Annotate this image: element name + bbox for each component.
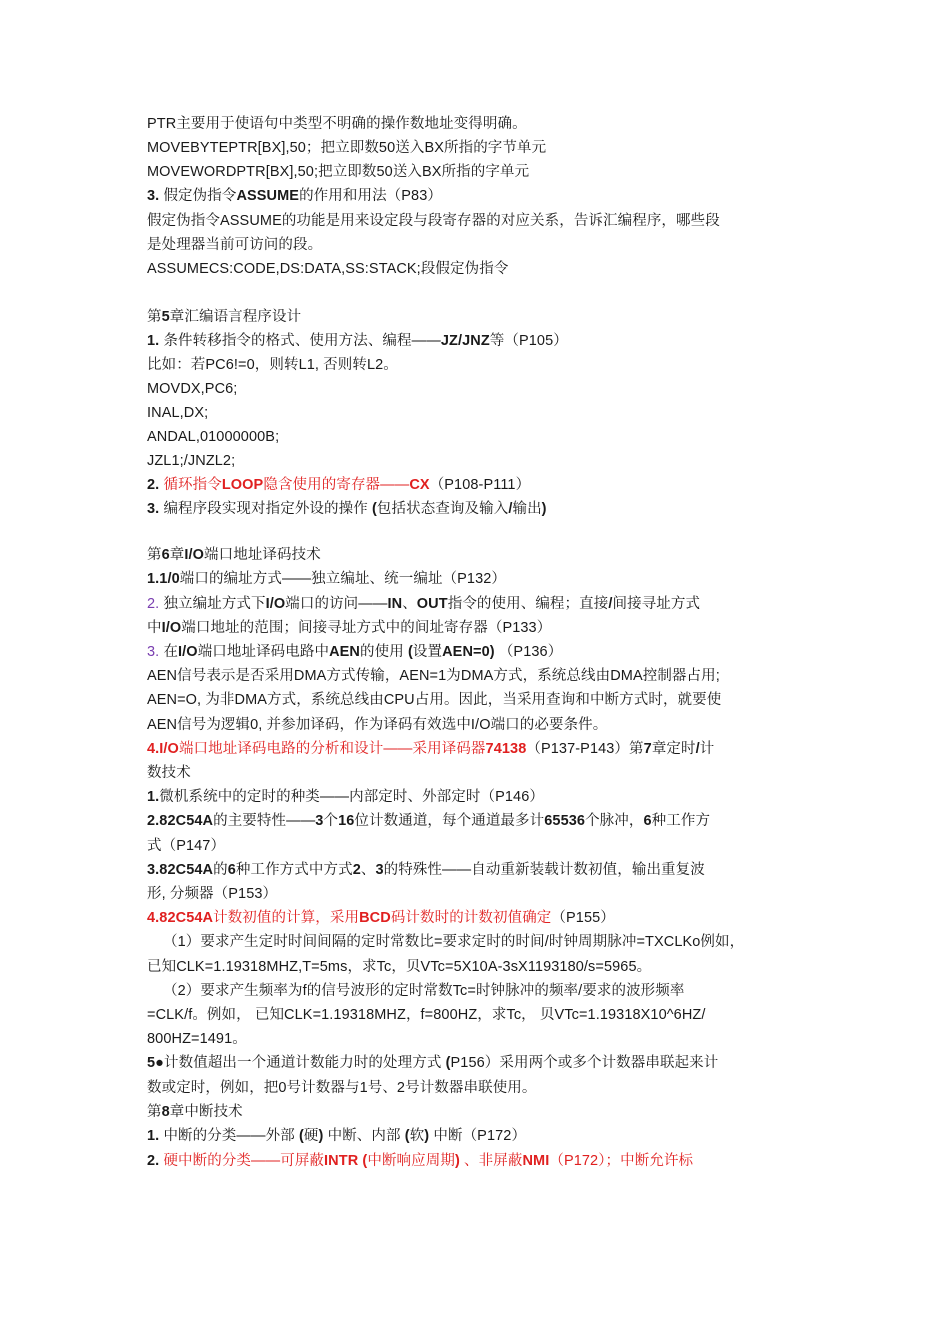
text-line: 比如：若PC6!=0，则转L1, 否则转L2。	[147, 357, 398, 373]
section-heading: 5●计数值超出一个通道计数能力时的处理方式 (P156）采用两个或多个计数器串联起来计	[147, 1055, 719, 1071]
section-heading: 3. 假定伪指令ASSUME的作用和用法（P83）	[147, 188, 442, 204]
section-heading: 1. 中断的分类——外部 (硬) 中断、内部 (软) 中断（P172）	[147, 1128, 527, 1144]
section-heading-highlight: 4.I/O端口地址译码电路的分析和设计——采用译码器74138（P137-P143）第7章定时/计	[147, 741, 715, 757]
section-heading-highlight: 2. 硬中断的分类——可屏蔽INTR (中断响应周期) 、非屏蔽NMI（P172）；中断允许标	[147, 1153, 694, 1169]
text-line: 中I/O端口地址的范围；间接寻址方式中的间址寄存器（P133）	[147, 620, 552, 636]
text-line: 已知CLK=1.19318MHZ,T=5ms，求Tc，贝VTc=5X10A-3sX1193180/s=5965。	[147, 959, 652, 975]
text-line: =CLK/f。例如， 已知CLK=1.19318MHZ，f=800HZ，求Tc， 贝VTc=1.19318X10^6HZ/	[147, 1007, 706, 1023]
code-line: INAL,DX;	[147, 405, 209, 421]
text-line: PTR主要用于使语句中类型不明确的操作数地址变得明确。	[147, 116, 527, 132]
section-heading-highlight: 4.82C54A计数初值的计算，采用BCD码计数时的计数初值确定（P155）	[147, 910, 615, 926]
text-line: AEN=O, 为非DMA方式，系统总线由CPU占用。因此，当采用查询和中断方式时，就要使	[147, 692, 722, 708]
text-line: AEN信号表示是否采用DMA方式传输，AEN=1为DMA方式，系统总线由DMA控制器占用;	[147, 668, 720, 684]
chapter-title: 第8章中断技术	[147, 1104, 243, 1120]
text-line: AEN信号为逻辑0, 并参加译码，作为译码有效选中I/O端口的必要条件。	[147, 717, 608, 733]
text-line: ASSUMECS:CODE,DS:DATA,SS:STACK;段假定伪指令	[147, 261, 509, 277]
section-heading: 3. 编程序段实现对指定外设的操作 (包括状态查询及输入/输出)	[147, 501, 547, 517]
section-heading: 2.82C54A的主要特性——3个16位计数通道，每个通道最多计65536个脉冲，6种工作方	[147, 813, 711, 829]
section-heading: 2. 独立编址方式下I/O端口的访问——IN、OUT指令的使用、编程；直接/间接寻址方式	[147, 596, 701, 612]
text-line: MOVEWORDPTR[BX],50;把立即数50送入BX所指的字单元	[147, 164, 530, 180]
chapter-title: 第6章I/O端口地址译码技术	[147, 547, 321, 563]
section-heading: 3. 在I/O端口地址译码电路中AEN的使用 (设置AEN=0) （P136）	[147, 644, 563, 660]
section-heading: 1.微机系统中的定时的种类——内部定时、外部定时（P146）	[147, 789, 544, 805]
code-line: ANDAL,01000000B;	[147, 429, 280, 445]
text-line: 数或定时，例如，把0号计数器与1号、2号计数器串联使用。	[147, 1080, 537, 1096]
chapter-title: 第5章汇编语言程序设计	[147, 309, 302, 325]
text-line: （2）要求产生频率为f的信号波形的定时常数Tc=时钟脉冲的频率/要求的波形频率	[163, 983, 685, 999]
text-line: 800HZ=1491。	[147, 1031, 247, 1047]
section-heading-highlight: 2. 循环指令LOOP隐含使用的寄存器——CX（P108-P111）	[147, 477, 531, 493]
text-line: 式（P147）	[147, 838, 226, 854]
code-line: MOVDX,PC6;	[147, 381, 238, 397]
text-line: （1）要求产生定时时间间隔的定时常数比=要求定时的时间/时钟周期脉冲=TXCLKo例如，	[163, 934, 745, 950]
text-line: 形, 分频器（P153）	[147, 886, 278, 902]
section-heading: 1.1/0端口的编址方式——独立编址、统一编址（P132）	[147, 571, 507, 587]
code-line: JZL1;/JNZL2;	[147, 453, 236, 469]
section-heading: 1. 条件转移指令的格式、使用方法、编程——JZ/JNZ等（P105）	[147, 333, 568, 349]
text-line: 数技术	[147, 765, 191, 781]
text-line: 是处理器当前可访问的段。	[147, 237, 323, 253]
text-line: 假定伪指令ASSUME的功能是用来设定段与段寄存器的对应关系，告诉汇编程序，哪些段	[147, 213, 720, 229]
text-line: MOVEBYTEPTR[BX],50；把立即数50送入BX所指的字节单元	[147, 140, 547, 156]
section-heading: 3.82C54A的6种工作方式中方式2、3的特殊性——自动重新装载计数初值，输出重复波	[147, 862, 705, 878]
